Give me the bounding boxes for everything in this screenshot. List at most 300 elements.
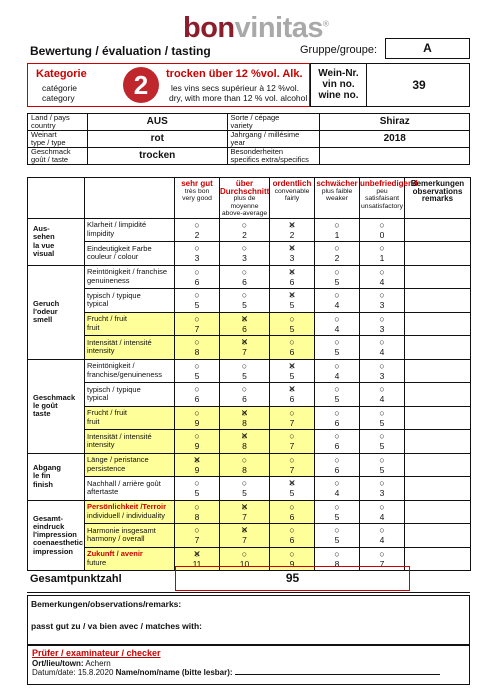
radio-circle-icon: ○ — [379, 290, 385, 301]
score-points: 1 — [334, 229, 340, 240]
examiner-place: Ort/lieu/town: Achern — [32, 659, 111, 668]
score-row — [28, 524, 471, 548]
total-score-value: 95 — [175, 566, 410, 591]
score-row — [28, 336, 471, 360]
radio-circle-icon: ○ — [334, 501, 340, 512]
radio-circle-icon: ○ — [194, 384, 200, 395]
score-option[interactable] — [175, 265, 220, 289]
criterion-label: Intensität / intensité intensity — [85, 430, 175, 454]
score-points: 5 — [334, 276, 340, 287]
score-points: 8 — [242, 464, 247, 475]
score-points: 6 — [289, 511, 295, 522]
score-points: 6 — [289, 276, 295, 287]
criteria-group-label: Aus- sehen la vue visual — [28, 218, 85, 265]
score-points: 5 — [242, 370, 247, 381]
score-option[interactable] — [360, 336, 405, 360]
pairing-label: passt gut zu / va bien avec / matches with: — [31, 621, 202, 631]
country-value: AUS — [87, 114, 227, 131]
score-option[interactable] — [360, 383, 405, 407]
radio-circle-icon: ○ — [379, 548, 385, 559]
category-name: trocken über 12 %vol. Alk. — [166, 68, 303, 80]
criterion-label: Frucht / fruit fruit — [85, 312, 175, 336]
variety-label: Sorte / cépage variety — [227, 114, 320, 131]
radio-circle-icon: ○ — [194, 266, 200, 277]
selected-score-icon: ○ ✕ — [270, 361, 314, 371]
score-option[interactable] — [360, 430, 405, 454]
score-points: 4 — [334, 370, 340, 381]
score-option[interactable] — [220, 218, 270, 242]
score-points: 3 — [379, 488, 385, 499]
score-row — [28, 500, 471, 524]
score-points: 2 — [289, 229, 295, 240]
score-points: 6 — [242, 276, 247, 287]
form-title: Bewertung / évaluation / tasting — [30, 44, 211, 58]
category-name-en: dry, with more than 12 % vol. alcohol — [169, 93, 308, 103]
score-points: 7 — [194, 323, 200, 334]
score-option[interactable] — [175, 218, 220, 242]
radio-circle-icon: ○ — [194, 337, 200, 348]
remarks-cell[interactable] — [405, 453, 471, 477]
score-points: 7 — [194, 535, 200, 546]
category-box — [27, 63, 310, 107]
score-points: 6 — [289, 347, 295, 358]
radio-circle-icon: ○ — [289, 525, 295, 536]
score-points: 7 — [289, 417, 295, 428]
radio-circle-icon: ○ — [241, 548, 248, 559]
score-option[interactable] — [360, 242, 405, 266]
remarks-cell[interactable] — [405, 218, 471, 242]
score-option[interactable] — [360, 265, 405, 289]
score-option[interactable] — [270, 359, 315, 383]
score-points: 5 — [289, 370, 295, 381]
score-option[interactable] — [175, 336, 220, 360]
radio-circle-icon: ○ — [379, 501, 385, 512]
category-label: Kategorie — [36, 68, 87, 80]
radio-circle-icon: ○ — [379, 431, 385, 442]
radio-circle-icon: ○ — [334, 243, 340, 254]
remarks-cell[interactable] — [405, 336, 471, 360]
remarks-cell[interactable] — [405, 383, 471, 407]
score-points: 8 — [334, 558, 340, 569]
score-option[interactable] — [220, 242, 270, 266]
wine-number-box — [310, 63, 470, 107]
score-points: 5 — [289, 300, 295, 311]
score-option[interactable] — [270, 312, 315, 336]
score-points: 7 — [242, 511, 247, 522]
wine-info-table — [27, 113, 470, 165]
score-option[interactable] — [175, 430, 220, 454]
remarks-cell[interactable] — [405, 289, 471, 313]
column-header: schwächer plus faible weaker — [315, 178, 360, 219]
score-row — [28, 289, 471, 313]
radio-circle-icon: ○ — [194, 407, 200, 418]
score-option[interactable] — [175, 289, 220, 313]
score-points: 5 — [379, 464, 385, 475]
score-points: 5 — [289, 488, 295, 499]
score-option[interactable] — [270, 383, 315, 407]
score-points: 6 — [289, 535, 295, 546]
score-points: 5 — [334, 535, 340, 546]
radio-circle-icon: ○ — [241, 243, 248, 254]
remarks-label: Bemerkungen/observations/remarks: — [31, 599, 182, 609]
score-points: 3 — [379, 370, 385, 381]
score-option[interactable] — [315, 265, 360, 289]
score-points: 3 — [194, 253, 200, 264]
score-option[interactable] — [360, 406, 405, 430]
criterion-label: Zukunft / avenir future — [85, 547, 175, 571]
year-value: 2018 — [320, 131, 470, 148]
score-option[interactable] — [315, 218, 360, 242]
score-points: 1 — [379, 253, 385, 264]
selected-score-icon: ○ ✕ — [220, 337, 269, 347]
criteria-group-label: Abgang le fin finish — [28, 453, 85, 500]
radio-circle-icon: ○ — [334, 431, 340, 442]
score-option[interactable] — [270, 430, 315, 454]
radio-circle-icon: ○ — [194, 431, 200, 442]
radio-circle-icon: ○ — [379, 219, 385, 230]
score-points: 4 — [379, 394, 385, 405]
group-label: Gruppe/groupe: — [300, 44, 378, 56]
radio-circle-icon: ○ — [334, 290, 340, 301]
score-option[interactable] — [315, 477, 360, 501]
score-option[interactable] — [315, 383, 360, 407]
selected-score-icon: ○ ✕ — [220, 314, 269, 324]
score-option[interactable] — [220, 289, 270, 313]
radio-circle-icon: ○ — [334, 548, 340, 559]
radio-circle-icon: ○ — [379, 266, 385, 277]
remarks-cell[interactable] — [405, 477, 471, 501]
remarks-cell[interactable] — [405, 359, 471, 383]
radio-circle-icon: ○ — [194, 243, 200, 254]
bonvinitas-logo: bonvinitas® — [183, 12, 329, 44]
remarks-cell[interactable] — [405, 265, 471, 289]
score-option[interactable] — [220, 477, 270, 501]
score-points: 8 — [194, 347, 200, 358]
radio-circle-icon: ○ — [334, 478, 340, 489]
remarks-cell[interactable] — [405, 312, 471, 336]
score-points: 8 — [242, 417, 247, 428]
remarks-cell[interactable] — [405, 547, 471, 571]
score-row — [28, 242, 471, 266]
score-points: 3 — [379, 300, 385, 311]
score-points: 7 — [242, 535, 247, 546]
score-points: 6 — [334, 464, 340, 475]
column-header: sehr gut très bon very good — [175, 178, 220, 219]
criterion-label: Nachhall / arrière goût aftertaste — [85, 477, 175, 501]
radio-circle-icon: ○ — [289, 548, 295, 559]
remarks-cell[interactable] — [405, 406, 471, 430]
score-points: 11 — [192, 558, 202, 569]
score-points: 3 — [379, 323, 385, 334]
score-points: 9 — [194, 417, 200, 428]
score-points: 4 — [379, 511, 385, 522]
radio-circle-icon: ○ — [379, 454, 385, 465]
score-option[interactable] — [175, 453, 220, 477]
criteria-group-label: Geruch l'odeur smell — [28, 265, 85, 359]
score-points: 6 — [334, 441, 340, 452]
criterion-label: typisch / typique typical — [85, 289, 175, 313]
taste-label: Geschmack goût / taste — [28, 148, 88, 165]
specifics-label: Besonderheiten specifics extra/specifics — [227, 148, 320, 165]
score-points: 5 — [379, 417, 385, 428]
radio-circle-icon: ○ — [194, 313, 200, 324]
score-points: 3 — [289, 253, 295, 264]
selected-score-icon: ○ ✕ — [175, 549, 219, 559]
radio-circle-icon: ○ — [241, 219, 248, 230]
selected-score-icon: ○ ✕ — [270, 290, 314, 300]
radio-circle-icon: ○ — [334, 360, 340, 371]
score-points: 3 — [242, 253, 247, 264]
score-option[interactable] — [220, 500, 270, 524]
score-points: 2 — [334, 253, 340, 264]
score-option[interactable] — [315, 500, 360, 524]
remarks-box — [27, 595, 470, 645]
criterion-label: Reintönigkeit / franchise genuineness — [85, 265, 175, 289]
radio-circle-icon: ○ — [379, 243, 385, 254]
examiner-title: Prüfer / examinateur / checker — [32, 648, 161, 658]
radio-circle-icon: ○ — [194, 360, 200, 371]
header-empty-cell — [28, 178, 85, 219]
radio-circle-icon: ○ — [334, 313, 340, 324]
group-value: A — [385, 38, 470, 59]
score-table — [27, 177, 471, 571]
score-option[interactable] — [270, 524, 315, 548]
radio-circle-icon: ○ — [194, 525, 200, 536]
score-option[interactable] — [220, 453, 270, 477]
radio-circle-icon: ○ — [334, 219, 340, 230]
score-option[interactable] — [175, 477, 220, 501]
score-option[interactable] — [270, 477, 315, 501]
criterion-label: Länge / peristance persistence — [85, 453, 175, 477]
signature-line[interactable] — [235, 668, 440, 675]
radio-circle-icon: ○ — [334, 266, 340, 277]
score-option[interactable] — [270, 218, 315, 242]
score-option[interactable] — [220, 265, 270, 289]
year-label: Jahrgang / millésime year — [227, 131, 320, 148]
remarks-cell[interactable] — [405, 524, 471, 548]
score-option[interactable] — [360, 477, 405, 501]
radio-circle-icon: ○ — [241, 454, 248, 465]
country-label: Land / pays country — [28, 114, 88, 131]
criterion-label: Persönlichkeit /Terroir individuell / individuality — [85, 500, 175, 524]
taste-value: trocken — [87, 148, 227, 165]
score-option[interactable] — [270, 453, 315, 477]
column-header: Bemerkungen observations remarks — [405, 178, 471, 219]
score-option[interactable] — [175, 383, 220, 407]
score-option[interactable] — [270, 289, 315, 313]
score-option[interactable] — [360, 524, 405, 548]
score-points: 5 — [194, 488, 200, 499]
wine-number-value: 39 — [366, 64, 471, 106]
score-points: 4 — [334, 488, 340, 499]
score-option[interactable] — [220, 383, 270, 407]
selected-score-icon: ○ ✕ — [220, 525, 269, 535]
score-option[interactable] — [175, 500, 220, 524]
radio-circle-icon: ○ — [334, 454, 340, 465]
selected-score-icon: ○ ✕ — [220, 408, 269, 418]
score-option[interactable] — [270, 336, 315, 360]
criterion-label: Frucht / fruit fruit — [85, 406, 175, 430]
score-option[interactable] — [360, 359, 405, 383]
score-option[interactable] — [175, 242, 220, 266]
score-option[interactable] — [360, 218, 405, 242]
criteria-group-label: Geschmack le goût taste — [28, 359, 85, 453]
score-points: 7 — [242, 347, 247, 358]
score-points: 4 — [379, 535, 385, 546]
score-points: 6 — [242, 323, 247, 334]
radio-circle-icon: ○ — [334, 525, 340, 536]
score-points: 8 — [242, 441, 247, 452]
radio-circle-icon: ○ — [289, 454, 295, 465]
criteria-group-label: Gesamt- eindruck l'impression coenaesthetic impression — [28, 500, 85, 571]
column-header: über Durchschnitt plus de moyenne above-average — [220, 179, 270, 217]
variety-value: Shiraz — [320, 114, 470, 131]
score-points: 5 — [194, 300, 200, 311]
criterion-label: Intensität / intensité intensity — [85, 336, 175, 360]
selected-score-icon: ○ ✕ — [220, 431, 269, 441]
score-points: 4 — [379, 347, 385, 358]
score-points: 5 — [379, 441, 385, 452]
criterion-label: Reintönigkeit / franchise/genuineness — [85, 359, 175, 383]
score-points: 6 — [289, 394, 295, 405]
score-option[interactable] — [315, 336, 360, 360]
radio-circle-icon: ○ — [379, 525, 385, 536]
radio-circle-icon: ○ — [194, 478, 200, 489]
examiner-date-name: Datum/date: 15.8.2020 Name/nom/name (bitte lesbar): — [32, 668, 440, 677]
radio-circle-icon: ○ — [379, 313, 385, 324]
score-row — [28, 218, 471, 242]
radio-circle-icon: ○ — [194, 501, 200, 512]
radio-circle-icon: ○ — [379, 360, 385, 371]
score-option[interactable] — [315, 242, 360, 266]
score-points: 5 — [289, 323, 295, 334]
score-points: 5 — [242, 300, 247, 311]
score-row — [28, 265, 471, 289]
remarks-cell[interactable] — [405, 430, 471, 454]
specifics-value — [320, 148, 470, 165]
radio-circle-icon: ○ — [334, 384, 340, 395]
type-value: rot — [87, 131, 227, 148]
score-option[interactable] — [175, 524, 220, 548]
criterion-label: Eindeutigkeit Farbe couleur / colour — [85, 242, 175, 266]
score-points: 6 — [194, 394, 200, 405]
header-empty-cell — [85, 178, 175, 219]
score-points: 9 — [194, 441, 200, 452]
score-option[interactable] — [315, 312, 360, 336]
score-option[interactable] — [360, 500, 405, 524]
score-points: 8 — [194, 511, 200, 522]
score-option[interactable] — [270, 500, 315, 524]
score-option[interactable] — [220, 406, 270, 430]
selected-score-icon: ○ ✕ — [220, 502, 269, 512]
score-points: 10 — [239, 558, 250, 569]
criterion-label: typisch / typique typical — [85, 383, 175, 407]
column-header: ordentlich convenable fairly — [270, 178, 315, 219]
selected-score-icon: ○ ✕ — [270, 478, 314, 488]
radio-circle-icon: ○ — [241, 266, 248, 277]
remarks-cell[interactable] — [405, 500, 471, 524]
score-points: 5 — [242, 488, 247, 499]
radio-circle-icon: ○ — [241, 478, 248, 489]
score-row — [28, 430, 471, 454]
category-label-en: category — [42, 93, 75, 103]
criterion-label: Klarheit / limpidité limpidity — [85, 218, 175, 242]
score-row — [28, 406, 471, 430]
score-option[interactable] — [315, 453, 360, 477]
score-option[interactable] — [220, 336, 270, 360]
score-option[interactable] — [220, 312, 270, 336]
score-option[interactable] — [270, 406, 315, 430]
score-option[interactable] — [270, 242, 315, 266]
column-header: unbefriedigend peu satisfaisant unsatisfactory — [360, 178, 405, 219]
radio-circle-icon: ○ — [241, 290, 248, 301]
score-option[interactable] — [220, 430, 270, 454]
score-points: 4 — [379, 276, 385, 287]
radio-circle-icon: ○ — [334, 407, 340, 418]
score-option[interactable] — [220, 524, 270, 548]
score-option[interactable] — [175, 359, 220, 383]
radio-circle-icon: ○ — [289, 431, 295, 442]
score-option[interactable] — [360, 312, 405, 336]
score-option[interactable] — [315, 430, 360, 454]
radio-circle-icon: ○ — [241, 360, 248, 371]
score-row — [28, 312, 471, 336]
score-option[interactable] — [315, 524, 360, 548]
score-row — [28, 383, 471, 407]
score-points: 5 — [334, 511, 340, 522]
score-row — [28, 477, 471, 501]
score-option[interactable] — [175, 406, 220, 430]
category-label-fr: catégorie — [42, 83, 77, 93]
radio-circle-icon: ○ — [289, 407, 295, 418]
score-points: 0 — [379, 229, 385, 240]
score-points: 5 — [334, 394, 340, 405]
score-row — [28, 453, 471, 477]
score-option[interactable] — [360, 289, 405, 313]
category-name-fr: les vins secs supérieur à 12 %vol. — [171, 83, 300, 93]
score-option[interactable] — [270, 265, 315, 289]
total-score-label: Gesamtpunktzahl — [30, 573, 122, 585]
selected-score-icon: ○ ✕ — [270, 267, 314, 277]
score-option[interactable] — [175, 312, 220, 336]
selected-score-icon: ○ ✕ — [270, 384, 314, 394]
radio-circle-icon: ○ — [289, 313, 295, 324]
radio-circle-icon: ○ — [379, 384, 385, 395]
remarks-cell[interactable] — [405, 242, 471, 266]
radio-circle-icon: ○ — [334, 337, 340, 348]
score-points: 6 — [194, 276, 200, 287]
score-option[interactable] — [315, 406, 360, 430]
radio-circle-icon: ○ — [379, 478, 385, 489]
score-points: 7 — [379, 558, 385, 569]
selected-score-icon: ○ ✕ — [270, 243, 314, 253]
total-score-divider — [27, 592, 470, 593]
score-points: 4 — [334, 323, 340, 334]
radio-circle-icon: ○ — [379, 337, 385, 348]
score-points: 5 — [334, 347, 340, 358]
score-row — [28, 359, 471, 383]
score-option[interactable] — [315, 359, 360, 383]
score-points: 9 — [194, 464, 200, 475]
score-points: 6 — [334, 417, 340, 428]
score-points: 2 — [242, 229, 247, 240]
score-points: 4 — [334, 300, 340, 311]
score-option[interactable] — [315, 289, 360, 313]
score-points: 7 — [289, 464, 295, 475]
category-number-badge: 2 — [123, 67, 159, 103]
score-option[interactable] — [220, 359, 270, 383]
score-option[interactable] — [360, 453, 405, 477]
